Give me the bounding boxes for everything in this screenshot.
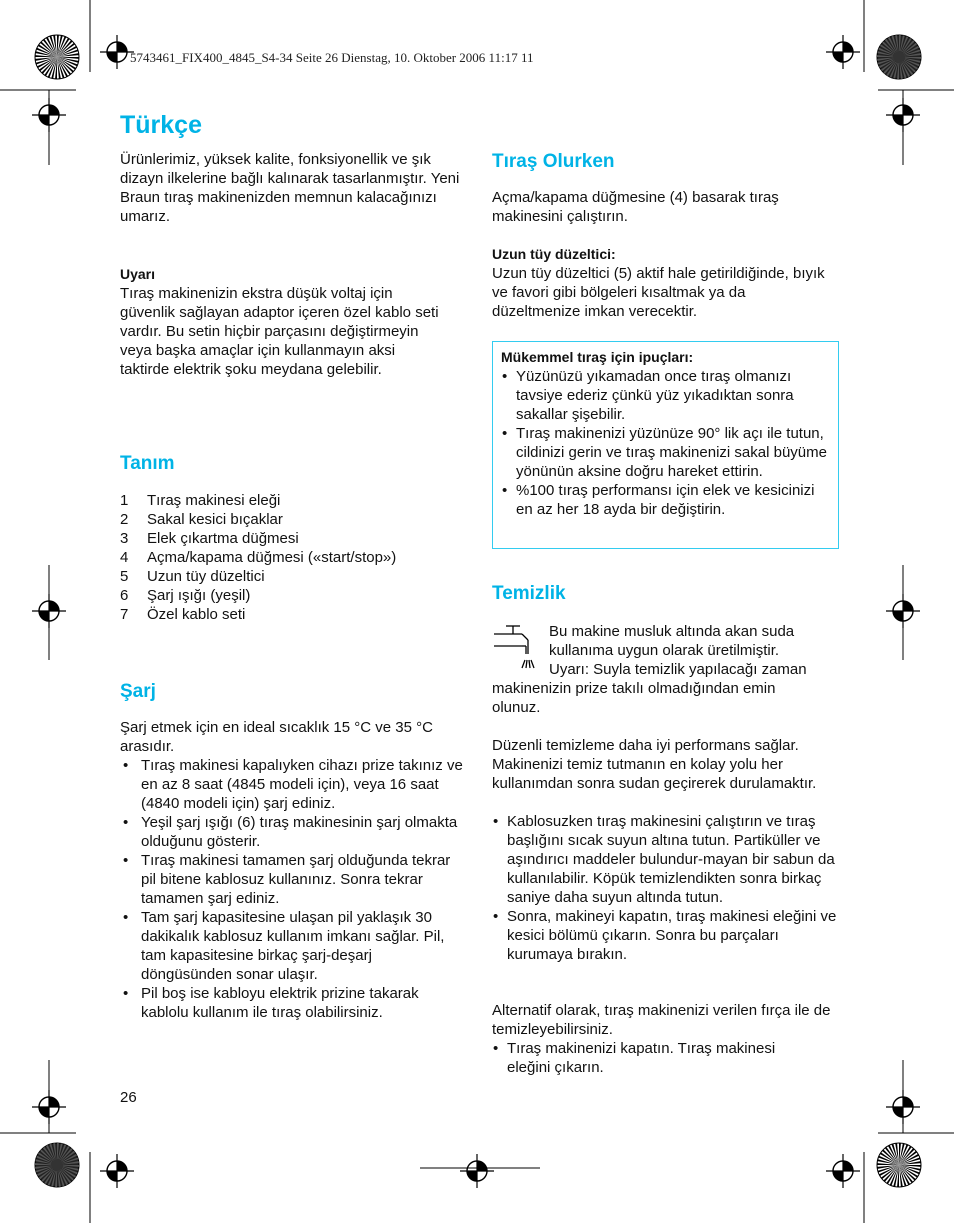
brush-list-item: • Tıraş makinenizi kapatın. Tıraş makinesi eleğini çıkarın.: [492, 1039, 822, 1077]
page-number: 26: [120, 1089, 137, 1106]
trimmer-text: Uzun tüy düzeltici (5) aktif hale getirildiğinde, bıyık ve favori gibi bölgeleri kısaltmak ya da düzeltmenize imkan verecektir.: [492, 265, 825, 320]
charging-list: [120, 756, 465, 1022]
tips-heading: Mükemmel tıraş için ipuçları:: [501, 349, 694, 365]
cleaning-icon-text-line: Bu makine musluk altında akan suda: [549, 623, 795, 640]
registration-mark-icon: [881, 589, 925, 633]
parts-list-number: 4: [120, 549, 129, 566]
registration-mark-icon: [455, 1149, 499, 1193]
parts-list-text: Sakal kesici bıçaklar: [147, 511, 283, 528]
print-slug: 5743461_FIX400_4845_S4-34 Seite 26 Dienstag, 10. Oktober 2006 11:17 11: [130, 50, 534, 65]
shaving-heading: Tıraş Olurken: [492, 151, 615, 172]
description-heading: Tanım: [120, 453, 175, 474]
cleaning-icon-continuation: makinenizin prize takılı olmadığından emin olunuz.: [492, 680, 776, 716]
cleaning-icon-text: [549, 622, 844, 679]
tips-list-item: • %100 tıraş performansı için elek ve kesicinizi en az her 18 ayda bir değiştirin.: [501, 481, 829, 519]
parts-list-item: [120, 548, 460, 567]
parts-list-item: [120, 605, 460, 624]
tips-list-item: • Tıraş makinenizi yüzünüze 90° lik açı ile tutun, cildinizi gerin ve tıraş makinenizi sakal büyüme yönünün aksine doğru hareket ettirin.: [501, 424, 829, 481]
registration-mark-icon: [881, 93, 925, 137]
parts-list-text: Elek çıkartma düğmesi: [147, 530, 299, 547]
warning-heading: Uyarı: [120, 266, 156, 282]
tips-box: [492, 341, 839, 549]
parts-list-item: [120, 586, 460, 605]
brush-paragraph: Alternatif olarak, tıraş makinenizi verilen fırça ile de temizleyebilirsiniz.: [492, 1002, 831, 1038]
parts-list-number: 6: [120, 587, 129, 604]
parts-list-item: [120, 529, 460, 548]
cleaning-list-item: • Kablosuzken tıraş makinesini çalıştırın ve tıraş başlığını sıcak suyun altına tutun. Partiküller ve aşındırıcı maddeler bulundur-mayan bir sabun da kullanılabilir. Köpük temizlendikten sonra birkaç saniye daha suyun altında tutun.: [492, 812, 837, 907]
cleaning-icon-text-line: kullanıma uygun olarak üretilmiştir.: [549, 642, 780, 659]
starburst-mark-icon: [34, 34, 80, 80]
registration-mark-icon: [821, 30, 865, 74]
parts-list-item: [120, 567, 460, 586]
cleaning-paragraph: Düzenli temizleme daha iyi performans sağlar. Makinenizi temiz tutmanın en kolay yolu her kullanımdan sonra sudan geçirerek durulamaktır.: [492, 737, 817, 792]
parts-list-item: [120, 491, 460, 510]
charging-heading: Şarj: [120, 681, 156, 702]
cleaning-icon-text-line: Uyarı: Suyla temizlik yapılacağı zaman: [549, 661, 807, 678]
starburst-mark-icon: [34, 1142, 80, 1188]
parts-list-number: 5: [120, 568, 129, 585]
brush-list: [492, 1039, 822, 1077]
starburst-mark-icon: [876, 34, 922, 80]
parts-list-item: [120, 510, 460, 529]
cleaning-list-item: • Sonra, makineyi kapatın, tıraş makinesi eleğini ve kesici bölümü çıkarın. Sonra bu parçaları kurumaya bırakın.: [492, 907, 837, 964]
parts-list-number: 7: [120, 606, 129, 623]
parts-list-number: 3: [120, 530, 129, 547]
registration-mark-icon: [27, 1085, 71, 1129]
parts-list: [120, 491, 460, 624]
faucet-icon: [492, 624, 542, 670]
charging-list-item: • Tıraş makinesi tamamen şarj olduğunda tekrar pil bitene kablosuz kullanınız. Sonra tekrar tamamen şarj ediniz.: [120, 851, 465, 908]
intro-paragraph: Ürünlerimiz, yüksek kalite, fonksiyonellik ve şık dizayn ilkelerine bağlı kalınarak tasarlanmıştır. Yeni Braun tıraş makinenizden memnun kalacağınızı umarız.: [120, 151, 460, 225]
parts-list-text: Şarj ışığı (yeşil): [147, 587, 251, 604]
parts-list-text: Özel kablo seti: [147, 606, 246, 623]
parts-list-text: Uzun tüy düzeltici: [147, 568, 265, 585]
parts-list-text: Tıraş makinesi eleği: [147, 492, 281, 509]
cleaning-list: [492, 812, 837, 964]
registration-mark-icon: [95, 1149, 139, 1193]
shaving-text: Açma/kapama düğmesine (4) basarak tıraş makinesini çalıştırın.: [492, 189, 779, 225]
charging-list-item: • Pil boş ise kabloyu elektrik prizine takarak kablolu kullanım ile tıraş olabilirsiniz.: [120, 984, 465, 1022]
charging-intro: Şarj etmek için en ideal sıcaklık 15 °C ve 35 °C arasıdır.: [120, 719, 433, 755]
charging-list-item: • Tıraş makinesi kapalıyken cihazı prize takınız ve en az 8 saat (4845 modeli için), veya 16 saat (4840 modeli için) şarj ediniz.: [120, 756, 465, 813]
parts-list-text: Açma/kapama düğmesi («start/stop»): [147, 549, 397, 566]
registration-mark-icon: [27, 93, 71, 137]
registration-mark-icon: [821, 1149, 865, 1193]
charging-list-item: • Tam şarj kapasitesine ulaşan pil yaklaşık 30 dakikalık kablosuz kullanım imkanı sağlar. Pil, tam kapasitesine birkaç şarj-deşarj döngüsünden sonar ulaşır.: [120, 908, 465, 984]
registration-mark-icon: [27, 589, 71, 633]
tips-list: [501, 367, 829, 519]
page-title: Türkçe: [120, 111, 202, 139]
charging-list-item: • Yeşil şarj ışığı (6) tıraş makinesinin şarj olmakta olduğunu gösterir.: [120, 813, 465, 851]
cleaning-heading: Temizlik: [492, 583, 566, 604]
trimmer-heading: Uzun tüy düzeltici:: [492, 246, 616, 262]
tips-list-item: • Yüzünüzü yıkamadan once tıraş olmanızı tavsiye ederiz çünkü yüz yıkadıktan sonra sakallar şişebilir.: [501, 367, 829, 424]
starburst-mark-icon: [876, 1142, 922, 1188]
registration-mark-icon: [881, 1085, 925, 1129]
parts-list-number: 2: [120, 511, 129, 528]
warning-text: Tıraş makinenizin ekstra düşük voltaj için güvenlik sağlayan adaptor içeren özel kablo seti vardır. Bu setin hiçbir parçasını değiştirmeyin veya başka amaçlar için kullanmayın aksi taktirde elektrik şoku meydana gelebilir.: [120, 285, 439, 378]
parts-list-number: 1: [120, 492, 129, 509]
